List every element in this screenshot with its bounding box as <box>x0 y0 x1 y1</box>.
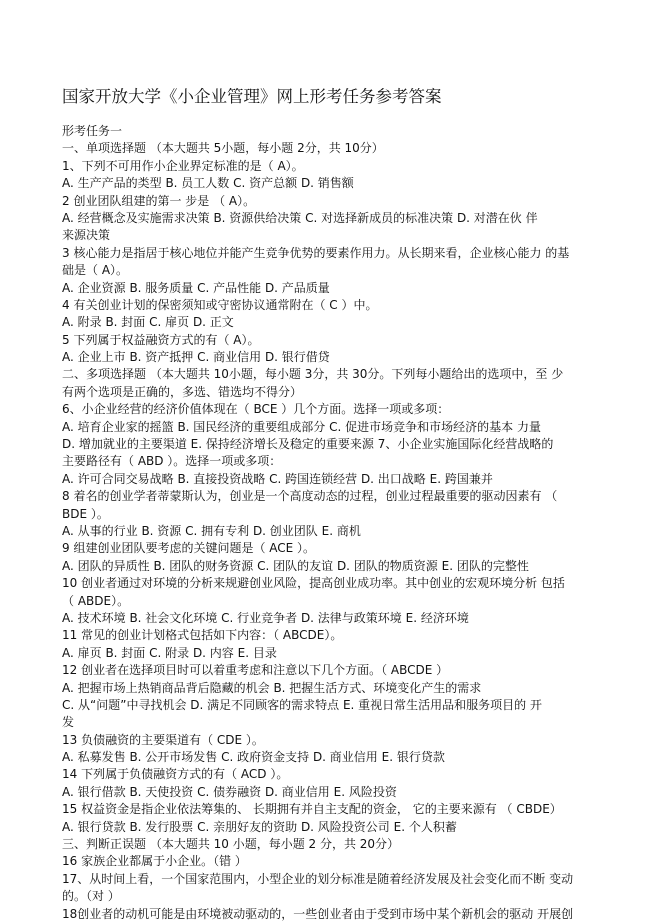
text-line: 8 着名的创业学者蒂蒙斯认为，创业是一个高度动态的过程，创业过程最重要的驱动因素有 （ <box>62 489 558 504</box>
text-line: 4 有关创业计划的保密须知或守密协议通常附在（ C ）中。 <box>62 297 378 312</box>
text-line: 11 常见的创业计划格式包括如下内容：（ ABCDE）。 <box>62 628 343 643</box>
text-line: A. 企业上市 B. 资产抵押 C. 商业信用 D. 银行借贷 <box>62 350 330 365</box>
text-line: 6、小企业经营的经济价值体现在（ BCE ）几个方面。选择一项或多项： <box>62 402 450 417</box>
text-line: 9 组建创业团队要考虑的关键问题是（ ACE ）。 <box>62 541 316 556</box>
text-line: 15 权益资金是指企业依法筹集的、 长期拥有并自主支配的资金， 它的主要来源有 （ CBDE） <box>62 802 562 817</box>
text-line: 10 创业者通过对环境的分析来规避创业风险，提高创业成功率。其中创业的宏观环境分析 包括 <box>62 576 565 591</box>
text-line: A. 经营概念及实施需求决策 B. 资源供给决策 C. 对选择新成员的标准决策 D. 对潜在伙 伴 <box>62 210 538 225</box>
text-line: A. 从事的行业 B. 资源 C. 拥有专利 D. 创业团队 E. 商机 <box>62 523 361 538</box>
document-title: 国家开放大学《小企业管理》网上形考任务参考答案 <box>62 87 442 106</box>
text-line: 发 <box>62 715 75 730</box>
text-line: A. 扉页 B. 封面 C. 附录 D. 内容 E. 目录 <box>62 645 277 660</box>
text-line: A. 企业资源 B. 服务质量 C. 产品性能 D. 产品质量 <box>62 280 330 295</box>
text-line: C. 从“问题”中寻找机会 D. 满足不同顾客的需求特点 E. 重视日常生活用品和服务项目的 开 <box>62 697 542 712</box>
text-line: A. 培育企业家的摇篮 B. 国民经济的重要组成部分 C. 促进市场竞争和市场经济的基本 力量 <box>62 419 541 434</box>
text-line: A. 附录 B. 封面 C. 扉页 D. 正文 <box>62 315 234 330</box>
text-line: 一、单项选择题 （本大题共 5小题，每小题 2分，共 10分） <box>62 141 384 156</box>
text-line: 形考任务一 <box>62 124 123 138</box>
text-line: BDE ）。 <box>62 506 109 521</box>
text-line: 主要路径有（ ABD ）。选择一项或多项： <box>62 454 282 469</box>
document-body <box>62 123 622 923</box>
text-line: A. 生产产品的类型 B. 员工人数 C. 资产总额 D. 销售额 <box>62 176 354 191</box>
text-line: 来源决策 <box>62 228 111 243</box>
text-line: 三、判断正误题 （本大题共 10 小题，每小题 2 分，共 20分） <box>62 837 400 852</box>
text-line: A. 私募发售 B. 公开市场发售 C. 政府资金支持 D. 商业信用 E. 银行贷款 <box>62 750 445 765</box>
text-line: 13 负债融资的主要渠道有（ CDE ）。 <box>62 732 264 747</box>
text-line: A. 团队的异质性 B. 团队的财务资源 C. 团队的友谊 D. 团队的物质资源 E. 团队的完整性 <box>62 558 529 573</box>
text-line: 二、多项选择题 （本大题共 10小题，每小题 3分，共 30分。下列每小题给出的选项中，至 少 <box>62 367 564 382</box>
text-line: 14 下列属于负债融资方式的有（ ACD ）。 <box>62 767 289 782</box>
text-line: D. 增加就业的主要渠道 E. 保持经济增长及稳定的重要来源 7、小企业实施国际化经营战略的 <box>62 437 554 452</box>
text-line: 18创业者的动机可能是由环境被动驱动的，一些创业者由于受到市场中某个新机会的驱动 开展创 <box>62 906 574 921</box>
text-line: 的。（对 ） <box>62 889 120 904</box>
text-line: 17、从时间上看，一个国家范围内，小型企业的划分标准是随着经济发展及社会变化而不断 变动 <box>62 871 574 886</box>
text-line: 3 核心能力是指居于核心地位并能产生竞争优势的要素作用力。从长期来看，企业核心能力 的基 <box>62 245 570 260</box>
text-line: 有两个选项是正确的，多选、错选均不得分） <box>62 384 303 399</box>
text-line: 2 创业团队组建的第一 步是 （ A）。 <box>62 193 256 208</box>
text-line: 12 创业者在选择项目时可以着重考虑和注意以下几个方面。（ ABCDE ） <box>62 663 449 678</box>
text-line: 16 家族企业都属于小企业。（错 ） <box>62 854 247 869</box>
text-line: 础是（ A）。 <box>62 263 129 278</box>
text-line: A. 技术环境 B. 社会文化环境 C. 行业竞争者 D. 法律与政策环境 E. 经济环境 <box>62 610 469 625</box>
text-line: A. 银行借款 B. 天使投资 C. 债券融资 D. 商业信用 E. 风险投资 <box>62 784 397 799</box>
text-line: 1、下列不可用作小企业界定标准的是（ A）。 <box>62 158 304 173</box>
text-line: 5 下列属于权益融资方式的有（ A）。 <box>62 332 260 347</box>
text-line: （ ABDE）。 <box>62 593 130 608</box>
text-line: A. 银行贷款 B. 发行股票 C. 亲朋好友的资助 D. 风险投资公司 E. 个人积蓄 <box>62 819 457 834</box>
text-line: A. 把握市场上热销商品背后隐藏的机会 B. 把握生活方式、环境变化产生的需求 <box>62 680 482 695</box>
text-line: A. 许可合同交易战略 B. 直接投资战略 C. 跨国连锁经营 D. 出口战略 E. 跨国兼并 <box>62 471 493 486</box>
